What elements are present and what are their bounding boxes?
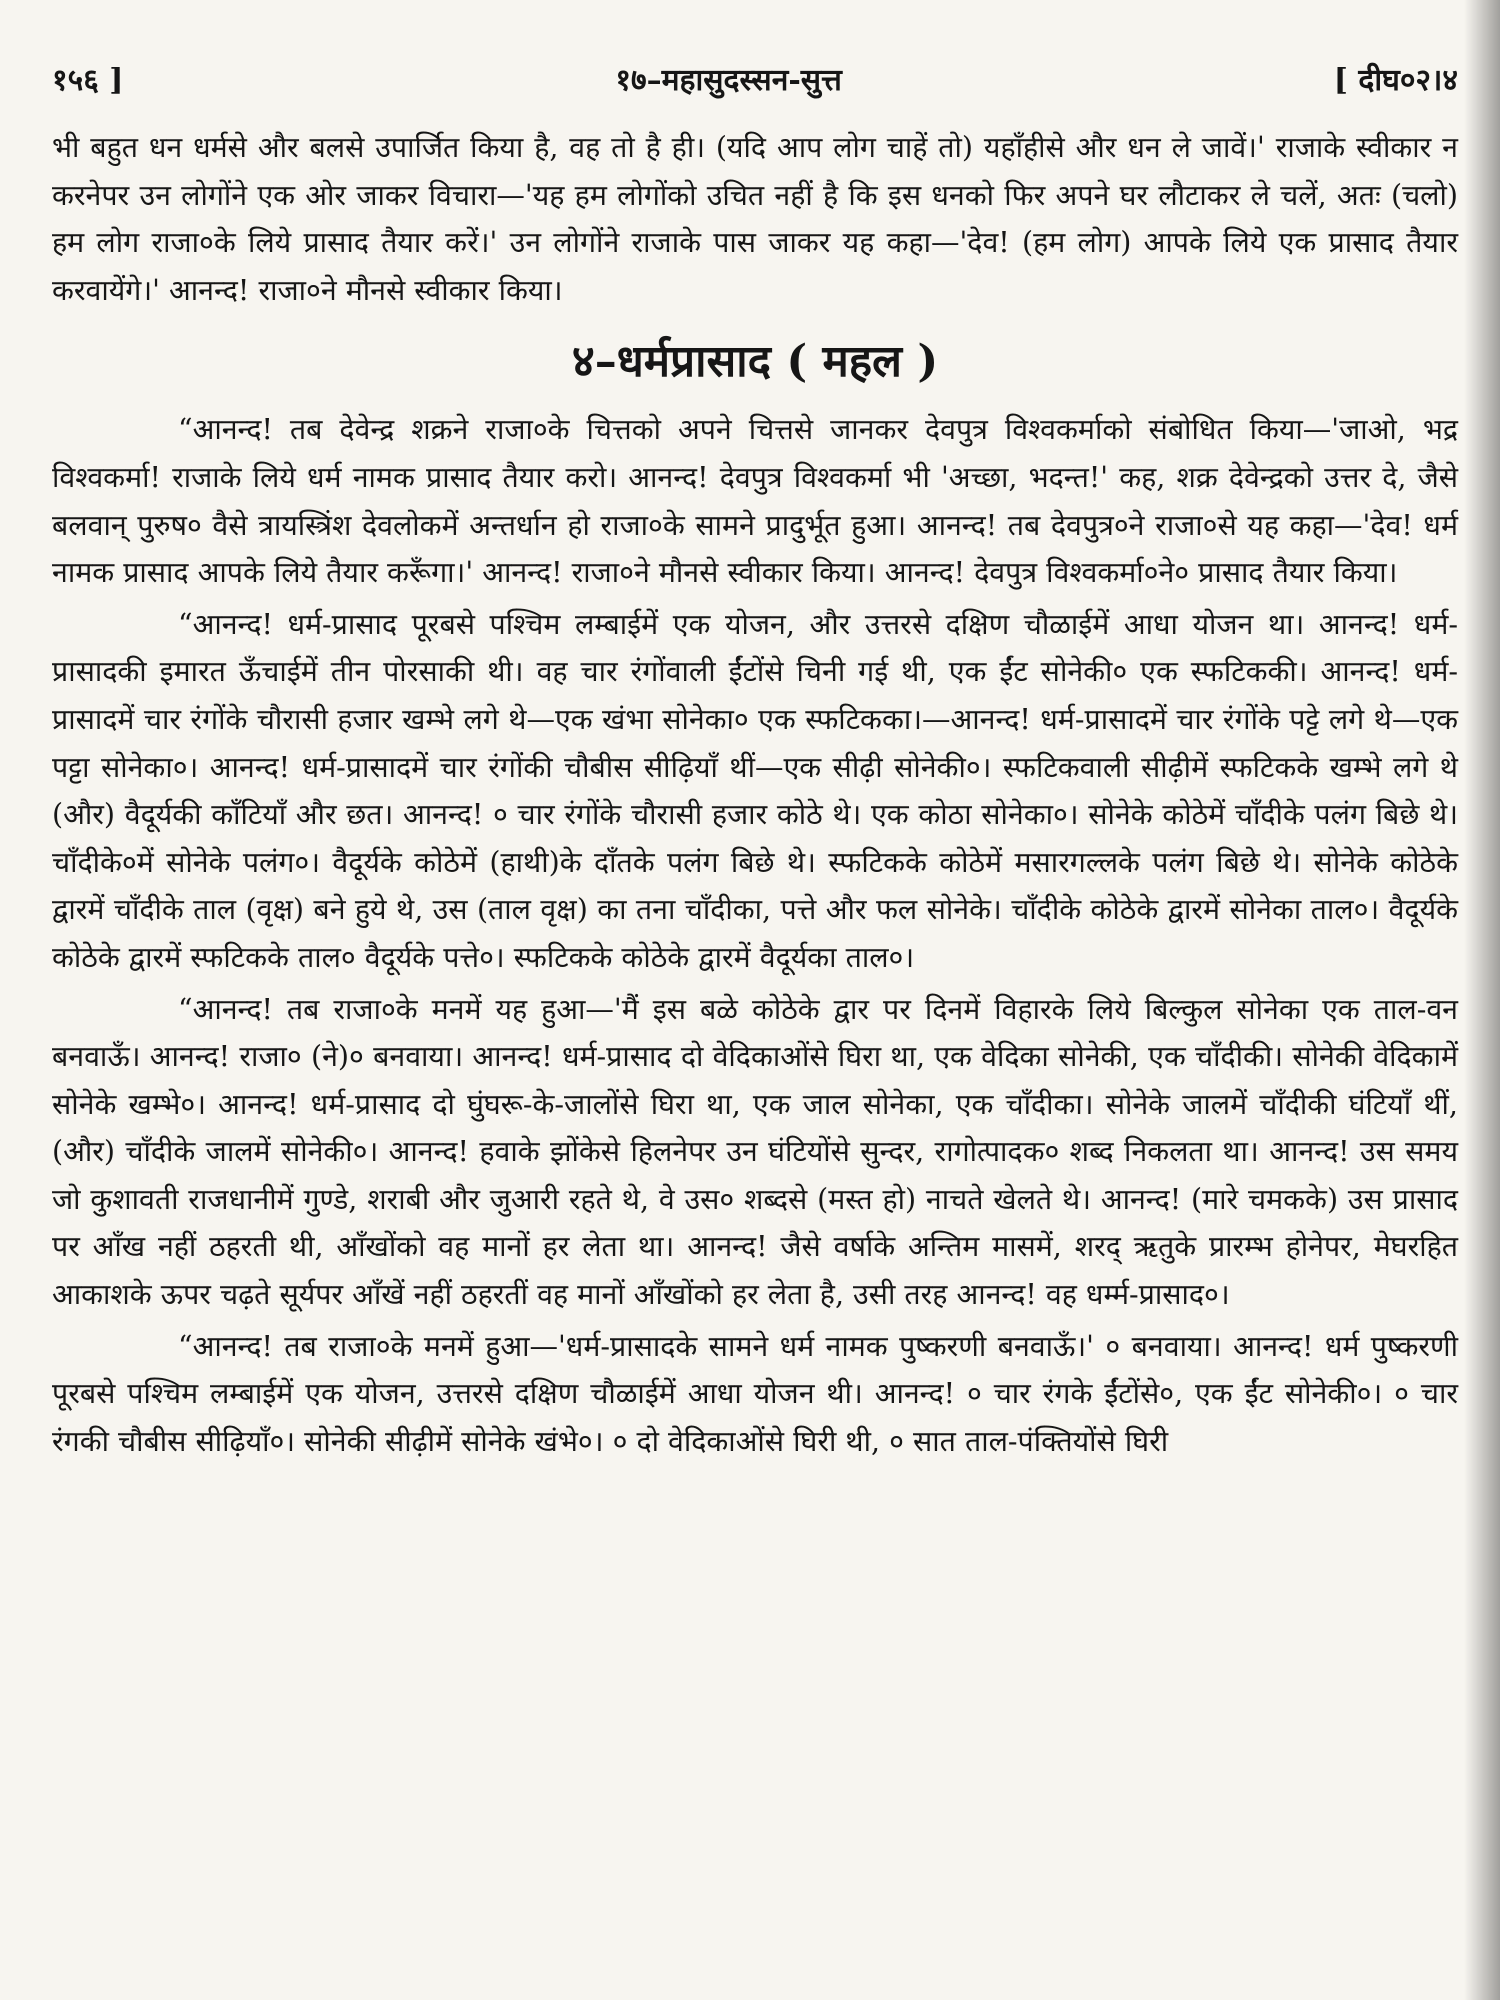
running-header — [52, 58, 1458, 106]
page-edge-shadow — [1464, 0, 1500, 2000]
paragraph-1: भी बहुत धन धर्मसे और बलसे उपार्जित किया है, वह तो है ही। (यदि आप लोग चाहें तो) यहाँहीसे और धन ले जावें।' राजाके स्वीकार न करनेपर उन लोगोंने एक ओर जाकर विचारा—'यह हम लोगोंको उचित नहीं है कि इस धनको फिर अपने घर लौटाकर ले चलें, अतः (चलो) हम लोग राजा०के लिये प्रासाद तैयार करें।' उन लोगोंने राजाके पास जाकर यह कहा—'देव! (हम लोग) आपके लिये एक प्रासाद तैयार करवायेंगे।' आनन्द! राजा०ने मौनसे स्वीकार किया। — [52, 131, 1458, 307]
page-number: १५६ ] — [52, 63, 124, 98]
chapter-title: १७–महासुदस्सन-सुत्त — [615, 63, 842, 98]
section-heading: ४–धर्मप्रासाद ( महल ) — [571, 336, 939, 388]
paragraph-4: “आनन्द! तब राजा०के मनमें यह हुआ—'मैं इस बळे कोठेके द्वार पर दिनमें विहारके लिये बिल्कुल सोनेका एक ताल-वन बनवाऊँ। आनन्द! राजा० (ने)० बनवाया। आनन्द! धर्म-प्रासाद दो वेदिकाओंसे घिरा था, एक वेदिका सोनेकी, एक चाँदीकी। सोनेकी वेदिकामें सोनेके खम्भे०। आनन्द! धर्म-प्रासाद दो घुंघरू-के-जालोंसे घिरा था, एक जाल सोनेका, एक चाँदीका। सोनेके जालमें चाँदीकी घंटियाँ थीं, (और) चाँदीके जालमें सोनेकी०। आनन्द! हवाके झोंकेसे हिलनेपर उन घंटियोंसे सुन्दर, रागोत्पादक० शब्द निकलता था। आनन्द! उस समय जो कुशावती राजधानीमें गुण्डे, शराबी और जुआरी रहते थे, वे उस० शब्दसे (मस्त हो) नाचते खेलते थे। आनन्द! (मारे चमकके) उस प्रासाद पर आँख नहीं ठहरती थी, आँखोंको वह मानों हर लेता था। आनन्द! जैसे वर्षाके अन्तिम मासमें, शरद् ऋतुके प्रारम्भ होनेपर, मेघरहित आकाशके ऊपर चढ़ते सूर्यपर आँखें नहीं ठहरतीं वह मानों आँखोंको हर लेता है, उसी तरह आनन्द! वह धर्म्म-प्रासाद०। — [52, 992, 1458, 1312]
paragraph-2: “आनन्द! तब देवेन्द्र शक्रने राजा०के चित्तको अपने चित्तसे जानकर देवपुत्र विश्वकर्माको संबोधित किया—'जाओ, भद्र विश्वकर्मा! राजाके लिये धर्म नामक प्रासाद तैयार करो। आनन्द! देवपुत्र विश्वकर्मा भी 'अच्छा, भदन्त!' कह, शक्र देवेन्द्रको उत्तर दे, जैसे बलवान् पुरुष० वैसे त्रायस्त्रिंश देवलोकमें अन्तर्धान हो राजा०के सामने प्रादुर्भूत हुआ। आनन्द! तब देवपुत्र०ने राजा०से यह कहा—'देव! धर्म नामक प्रासाद आपके लिये तैयार करूँगा।' आनन्द! राजा०ने मौनसे स्वीकार किया। आनन्द! देवपुत्र विश्वकर्मा०ने० प्रासाद तैयार किया। — [52, 413, 1458, 590]
paragraph-5: “आनन्द! तब राजा०के मनमें हुआ—'धर्म-प्रासादके सामने धर्म नामक पुष्करणी बनवाऊँ।' ० बनवाया। आनन्द! धर्म पुष्करणी पूरबसे पश्चिम लम्बाईमें एक योजन, उत्तरसे दक्षिण चौळाईमें आधा योजन थी। आनन्द! ० चार रंगके ईंटोंसे०, एक ईंट सोनेकी०। ० चार रंगकी चौबीस सीढ़ियाँ०। सोनेकी सीढ़ीमें सोनेके खंभे०। ० दो वेदिकाओंसे घिरी थी, ० सात ताल-पंक्तियोंसे घिरी — [52, 1329, 1458, 1458]
text-reference: [ दीघ०२।४ — [1333, 63, 1458, 98]
paragraph-3: “आनन्द! धर्म-प्रासाद पूरबसे पश्चिम लम्बाईमें एक योजन, और उत्तरसे दक्षिण चौळाईमें आधा योजन था। आनन्द! धर्म-प्रासादकी इमारत ऊँचाईमें तीन पोरसाकी थी। वह चार रंगोंवाली ईंटोंसे चिनी गई थी, एक ईंट सोनेकी० एक स्फटिककी। आनन्द! धर्म-प्रासादमें चार रंगोंके चौरासी हजार खम्भे लगे थे—एक खंभा सोनेका० एक स्फटिकका।—आनन्द! धर्म-प्रासादमें चार रंगोंके पट्टे लगे थे—एक पट्टा सोनेका०। आनन्द! धर्म-प्रासादमें चार रंगोंकी चौबीस सीढ़ियाँ थीं—एक सीढ़ी सोनेकी०। स्फटिकवाली सीढ़ीमें स्फटिकके खम्भे लगे थे (और) वैदूर्यकी काँटियाँ और छत। आनन्द! ० चार रंगोंके चौरासी हजार कोठे थे। एक कोठा सोनेका०। सोनेके कोठेमें चाँदीके पलंग बिछे थे। चाँदीके०में सोनेके पलंग०। वैदूर्यके कोठेमें (हाथी)के दाँतके पलंग बिछे थे। स्फटिकके कोठेमें मसारगल्लके पलंग बिछे थे। सोनेके कोठेके द्वारमें चाँदीके ताल (वृक्ष) बने हुये थे, उस (ताल वृक्ष) का तना चाँदीका, पत्ते और फल सोनेके। चाँदीके कोठेके द्वारमें सोनेका ताल०। वैदूर्यके कोठेके द्वारमें स्फटिकके ताल० वैदूर्यके पत्ते०। स्फटिकके कोठेके द्वारमें वैदूर्यका ताल०। — [52, 607, 1458, 974]
